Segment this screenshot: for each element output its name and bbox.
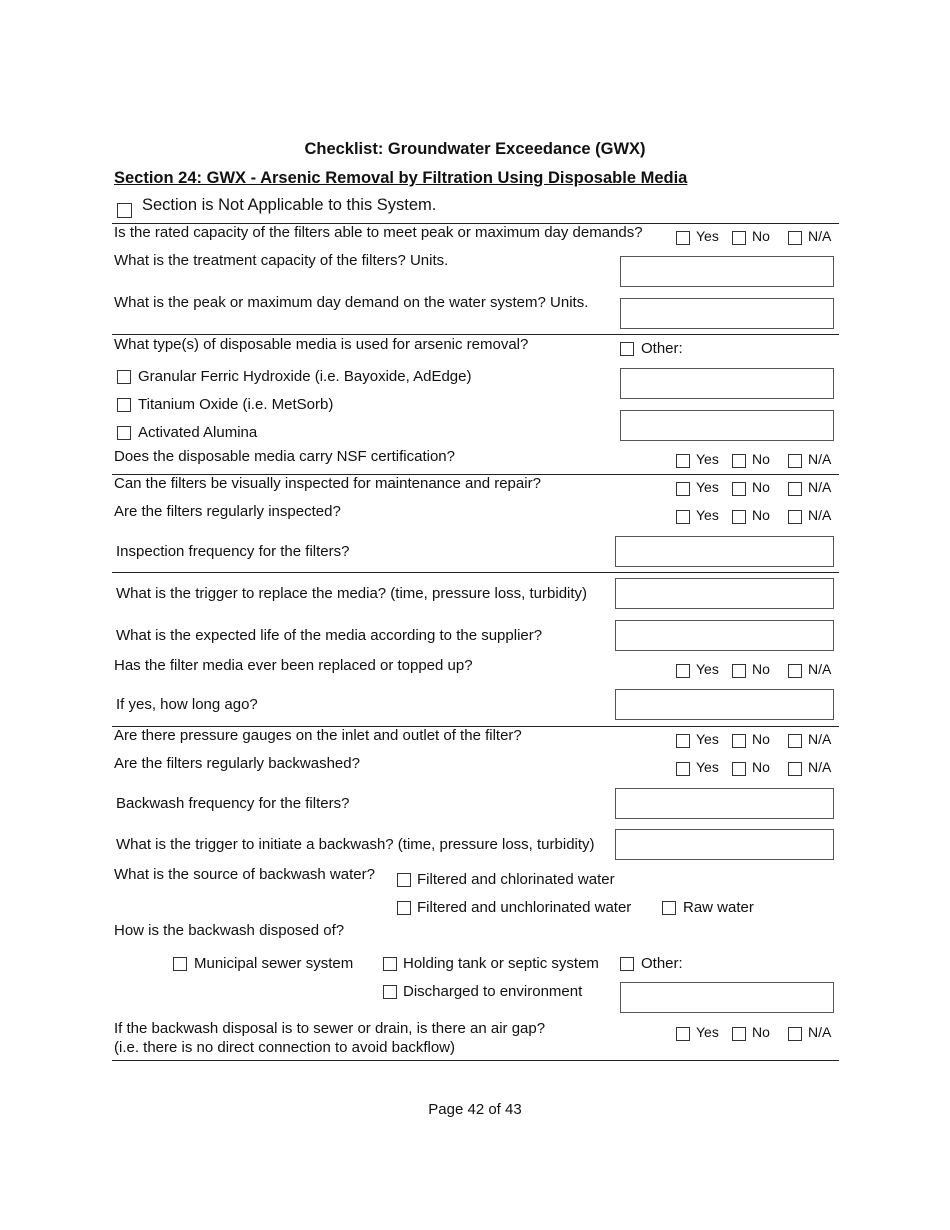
- nsf-yes-checkbox[interactable]: [676, 454, 690, 468]
- yes-label: Yes: [696, 1024, 719, 1040]
- question-visual-inspect: Can the filters be visually inspected for maintenance and repair?: [114, 475, 541, 492]
- rated-capacity-no-checkbox[interactable]: [732, 231, 746, 245]
- yes-label: Yes: [696, 479, 719, 495]
- question-air-gap-note: (i.e. there is no direct connection to avoid backflow): [114, 1039, 456, 1056]
- nsf-no-checkbox[interactable]: [732, 454, 746, 468]
- treatment-capacity-field[interactable]: [620, 256, 834, 287]
- question-backwash-disposal: How is the backwash disposed of?: [114, 922, 345, 939]
- no-label: No: [752, 228, 770, 244]
- media-titanium-checkbox[interactable]: [117, 398, 131, 412]
- disposal-other-label: Other:: [641, 955, 683, 972]
- divider: [112, 334, 839, 335]
- disposal-sewer-checkbox[interactable]: [173, 957, 187, 971]
- backwash-trigger-field[interactable]: [615, 829, 834, 860]
- question-treatment-capacity: What is the treatment capacity of the filters? Units.: [114, 252, 449, 269]
- disposal-other-checkbox[interactable]: [620, 957, 634, 971]
- not-applicable-label: Section is Not Applicable to this System.: [142, 196, 437, 214]
- backwash-frequency-field[interactable]: [615, 788, 834, 819]
- question-backwash-frequency: Backwash frequency for the filters?: [116, 795, 350, 812]
- media-other-field-1[interactable]: [620, 368, 834, 399]
- question-backwashed: Are the filters regularly backwashed?: [114, 755, 360, 772]
- no-label: No: [752, 661, 770, 677]
- inspect-frequency-field[interactable]: [615, 536, 834, 567]
- na-label: N/A: [808, 507, 832, 523]
- media-gfh-checkbox[interactable]: [117, 370, 131, 384]
- yes-label: Yes: [696, 759, 719, 775]
- visual-inspect-yes-checkbox[interactable]: [676, 482, 690, 496]
- media-other-checkbox[interactable]: [620, 342, 634, 356]
- gauges-yes-checkbox[interactable]: [676, 734, 690, 748]
- no-label: No: [752, 451, 770, 467]
- yes-label: Yes: [696, 661, 719, 677]
- air-gap-no-checkbox[interactable]: [732, 1027, 746, 1041]
- question-backwash-source: What is the source of backwash water?: [114, 866, 375, 883]
- backwashed-no-checkbox[interactable]: [732, 762, 746, 776]
- no-label: No: [752, 759, 770, 775]
- replaced-yes-checkbox[interactable]: [676, 664, 690, 678]
- source-raw-label: Raw water: [683, 899, 754, 916]
- na-label: N/A: [808, 759, 832, 775]
- na-label: N/A: [808, 451, 832, 467]
- question-expected-life: What is the expected life of the media according to the supplier?: [116, 627, 543, 644]
- rated-capacity-yes-checkbox[interactable]: [676, 231, 690, 245]
- backwashed-na-checkbox[interactable]: [788, 762, 802, 776]
- air-gap-yes-checkbox[interactable]: [676, 1027, 690, 1041]
- no-label: No: [752, 507, 770, 523]
- yes-label: Yes: [696, 507, 719, 523]
- rated-capacity-na-checkbox[interactable]: [788, 231, 802, 245]
- not-applicable-checkbox[interactable]: [117, 203, 132, 218]
- replaced-no-checkbox[interactable]: [732, 664, 746, 678]
- question-peak-demand: What is the peak or maximum day demand on the water system? Units.: [114, 294, 589, 311]
- divider: [112, 1060, 839, 1061]
- air-gap-na-checkbox[interactable]: [788, 1027, 802, 1041]
- na-label: N/A: [808, 1024, 832, 1040]
- na-label: N/A: [808, 661, 832, 677]
- question-nsf: Does the disposable media carry NSF certification?: [114, 448, 455, 465]
- question-rated-capacity: Is the rated capacity of the filters able to meet peak or maximum day demands?: [114, 224, 643, 241]
- no-label: No: [752, 1024, 770, 1040]
- no-label: No: [752, 479, 770, 495]
- question-how-long: If yes, how long ago?: [116, 696, 258, 713]
- no-label: No: [752, 731, 770, 747]
- backwashed-yes-checkbox[interactable]: [676, 762, 690, 776]
- expected-life-field[interactable]: [615, 620, 834, 651]
- disposal-discharged-label: Discharged to environment: [403, 983, 583, 1000]
- na-label: N/A: [808, 731, 832, 747]
- yes-label: Yes: [696, 228, 719, 244]
- na-label: N/A: [808, 228, 832, 244]
- question-air-gap: If the backwash disposal is to sewer or drain, is there an air gap?: [114, 1020, 546, 1037]
- question-inspect-frequency: Inspection frequency for the filters?: [116, 543, 350, 560]
- page-number: Page 42 of 43: [428, 1101, 522, 1118]
- source-unchlorinated-label: Filtered and unchlorinated water: [417, 899, 632, 916]
- divider: [112, 572, 839, 573]
- disposal-holding-label: Holding tank or septic system: [403, 955, 599, 972]
- question-gauges: Are there pressure gauges on the inlet and outlet of the filter?: [114, 727, 522, 744]
- media-alumina-checkbox[interactable]: [117, 426, 131, 440]
- media-other-label: Other:: [641, 340, 683, 357]
- section-title: Section 24: GWX - Arsenic Removal by Filtration Using Disposable Media: [114, 169, 688, 187]
- regular-inspect-no-checkbox[interactable]: [732, 510, 746, 524]
- source-raw-checkbox[interactable]: [662, 901, 676, 915]
- disposal-holding-checkbox[interactable]: [383, 957, 397, 971]
- question-replaced: Has the filter media ever been replaced or topped up?: [114, 657, 473, 674]
- document-title: Checklist: Groundwater Exceedance (GWX): [304, 140, 646, 158]
- nsf-na-checkbox[interactable]: [788, 454, 802, 468]
- media-alumina-label: Activated Alumina: [138, 424, 258, 441]
- regular-inspect-yes-checkbox[interactable]: [676, 510, 690, 524]
- disposal-sewer-label: Municipal sewer system: [194, 955, 354, 972]
- source-unchlorinated-checkbox[interactable]: [397, 901, 411, 915]
- question-backwash-trigger: What is the trigger to initiate a backwash? (time, pressure loss, turbidity): [116, 836, 595, 853]
- source-chlorinated-checkbox[interactable]: [397, 873, 411, 887]
- visual-inspect-no-checkbox[interactable]: [732, 482, 746, 496]
- visual-inspect-na-checkbox[interactable]: [788, 482, 802, 496]
- question-regular-inspect: Are the filters regularly inspected?: [114, 503, 341, 520]
- replace-trigger-field[interactable]: [615, 578, 834, 609]
- media-other-field-2[interactable]: [620, 410, 834, 441]
- yes-label: Yes: [696, 451, 719, 467]
- regular-inspect-na-checkbox[interactable]: [788, 510, 802, 524]
- how-long-field[interactable]: [615, 689, 834, 720]
- disposal-other-field[interactable]: [620, 982, 834, 1013]
- yes-label: Yes: [696, 731, 719, 747]
- na-label: N/A: [808, 479, 832, 495]
- disposal-discharged-checkbox[interactable]: [383, 985, 397, 999]
- gauges-na-checkbox[interactable]: [788, 734, 802, 748]
- question-media-type: What type(s) of disposable media is used for arsenic removal?: [114, 336, 529, 353]
- peak-demand-field[interactable]: [620, 298, 834, 329]
- media-titanium-label: Titanium Oxide (i.e. MetSorb): [138, 396, 334, 413]
- question-replace-trigger: What is the trigger to replace the media? (time, pressure loss, turbidity): [116, 585, 588, 602]
- gauges-no-checkbox[interactable]: [732, 734, 746, 748]
- source-chlorinated-label: Filtered and chlorinated water: [417, 871, 615, 888]
- replaced-na-checkbox[interactable]: [788, 664, 802, 678]
- media-gfh-label: Granular Ferric Hydroxide (i.e. Bayoxide, AdEdge): [138, 368, 472, 385]
